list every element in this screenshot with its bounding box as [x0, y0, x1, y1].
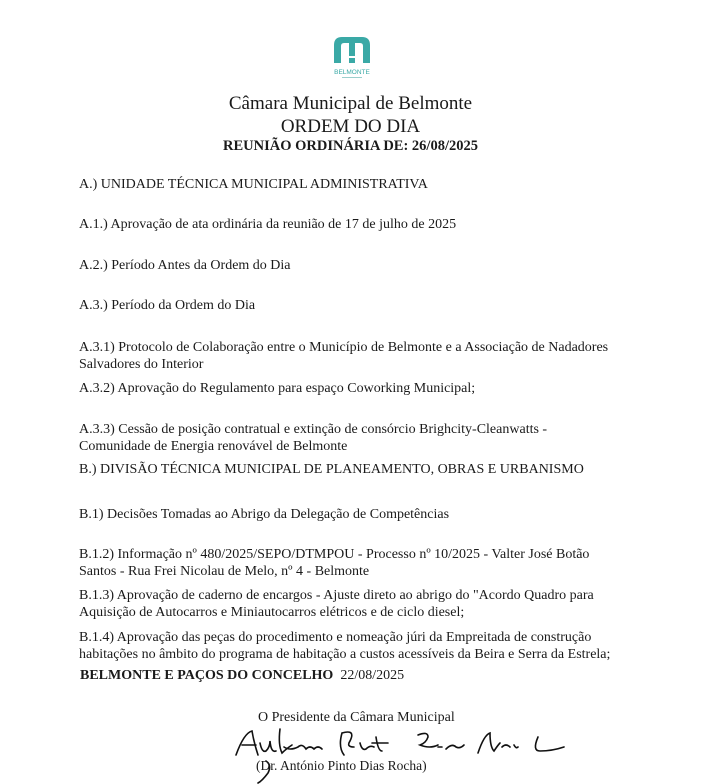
agenda-item-a3-3: A.3.3) Cessão de posição contratual e extinção de consórcio Brighcity-Cleanwatts - Comunidade de Energia renovável de Belmonte: [79, 422, 548, 454]
document-title: ORDEM DO DIA: [280, 116, 421, 137]
place: BELMONTE E PAÇOS DO CONCELHO: [80, 668, 334, 683]
meeting-date-heading: REUNIÃO ORDINÁRIA DE: 26/08/2025: [223, 138, 478, 154]
signatory-name: (Dr. António Pinto Dias Rocha): [256, 758, 427, 773]
agenda-item-b1: B.1) Decisões Tomadas ao Abrigo da Delegação de Competências: [79, 507, 450, 522]
agenda-item-a1: A.1.) Aprovação de ata ordinária da reunião de 17 de julho de 2025: [79, 217, 457, 232]
agenda-item-b1-2: B.1.2) Informação nº 480/2025/SEPO/DTMPOU - Processo nº 10/2025 - Valter José Botão Santos - Rua Frei Nicolau de Melo, nº 4 - Belmonte: [79, 547, 590, 579]
agenda-item-b1-4: B.1.4) Aprovação das peças do procedimento e nomeação júri da Empreitada de construção habitações no âmbito do programa de habitação a custos acessíveis da Beira e Serra da Estrela;: [79, 630, 611, 662]
agenda-item-a3-2: A.3.2) Aprovação do Regulamento para espaço Coworking Municipal;: [79, 381, 476, 396]
section-a-heading: A.) UNIDADE TÉCNICA MUNICIPAL ADMINISTRATIVA: [79, 177, 428, 192]
agenda-item-a3: A.3.) Período da Ordem do Dia: [79, 298, 256, 313]
place-date-line: [80, 668, 404, 685]
section-b-heading: B.) DIVISÃO TÉCNICA MUNICIPAL DE PLANEAMENTO, OBRAS E URBANISMO: [79, 462, 584, 477]
agenda-item-a3-1: A.3.1) Protocolo de Colaboração entre o Município de Belmonte e a Associação de Nadadores Salvadores do Interior: [79, 340, 609, 372]
belmonte-logo-icon: [330, 33, 374, 81]
handwritten-signature-icon: [232, 725, 572, 784]
council-title: Câmara Municipal de Belmonte: [228, 93, 473, 114]
signatory-title: O Presidente da Câmara Municipal: [258, 710, 455, 725]
issue-date: 22/08/2025: [340, 668, 405, 683]
agenda-item-b1-3: B.1.3) Aprovação de caderno de encargos - Ajuste direto ao abrigo do "Acordo Quadro para Aquisição de Autocarros e Miniautocarros elétricos e de ciclo diesel;: [79, 588, 594, 620]
logo-wordmark: BELMONTE: [334, 69, 370, 76]
agenda-item-a2: A.2.) Período Antes da Ordem do Dia: [79, 258, 291, 273]
